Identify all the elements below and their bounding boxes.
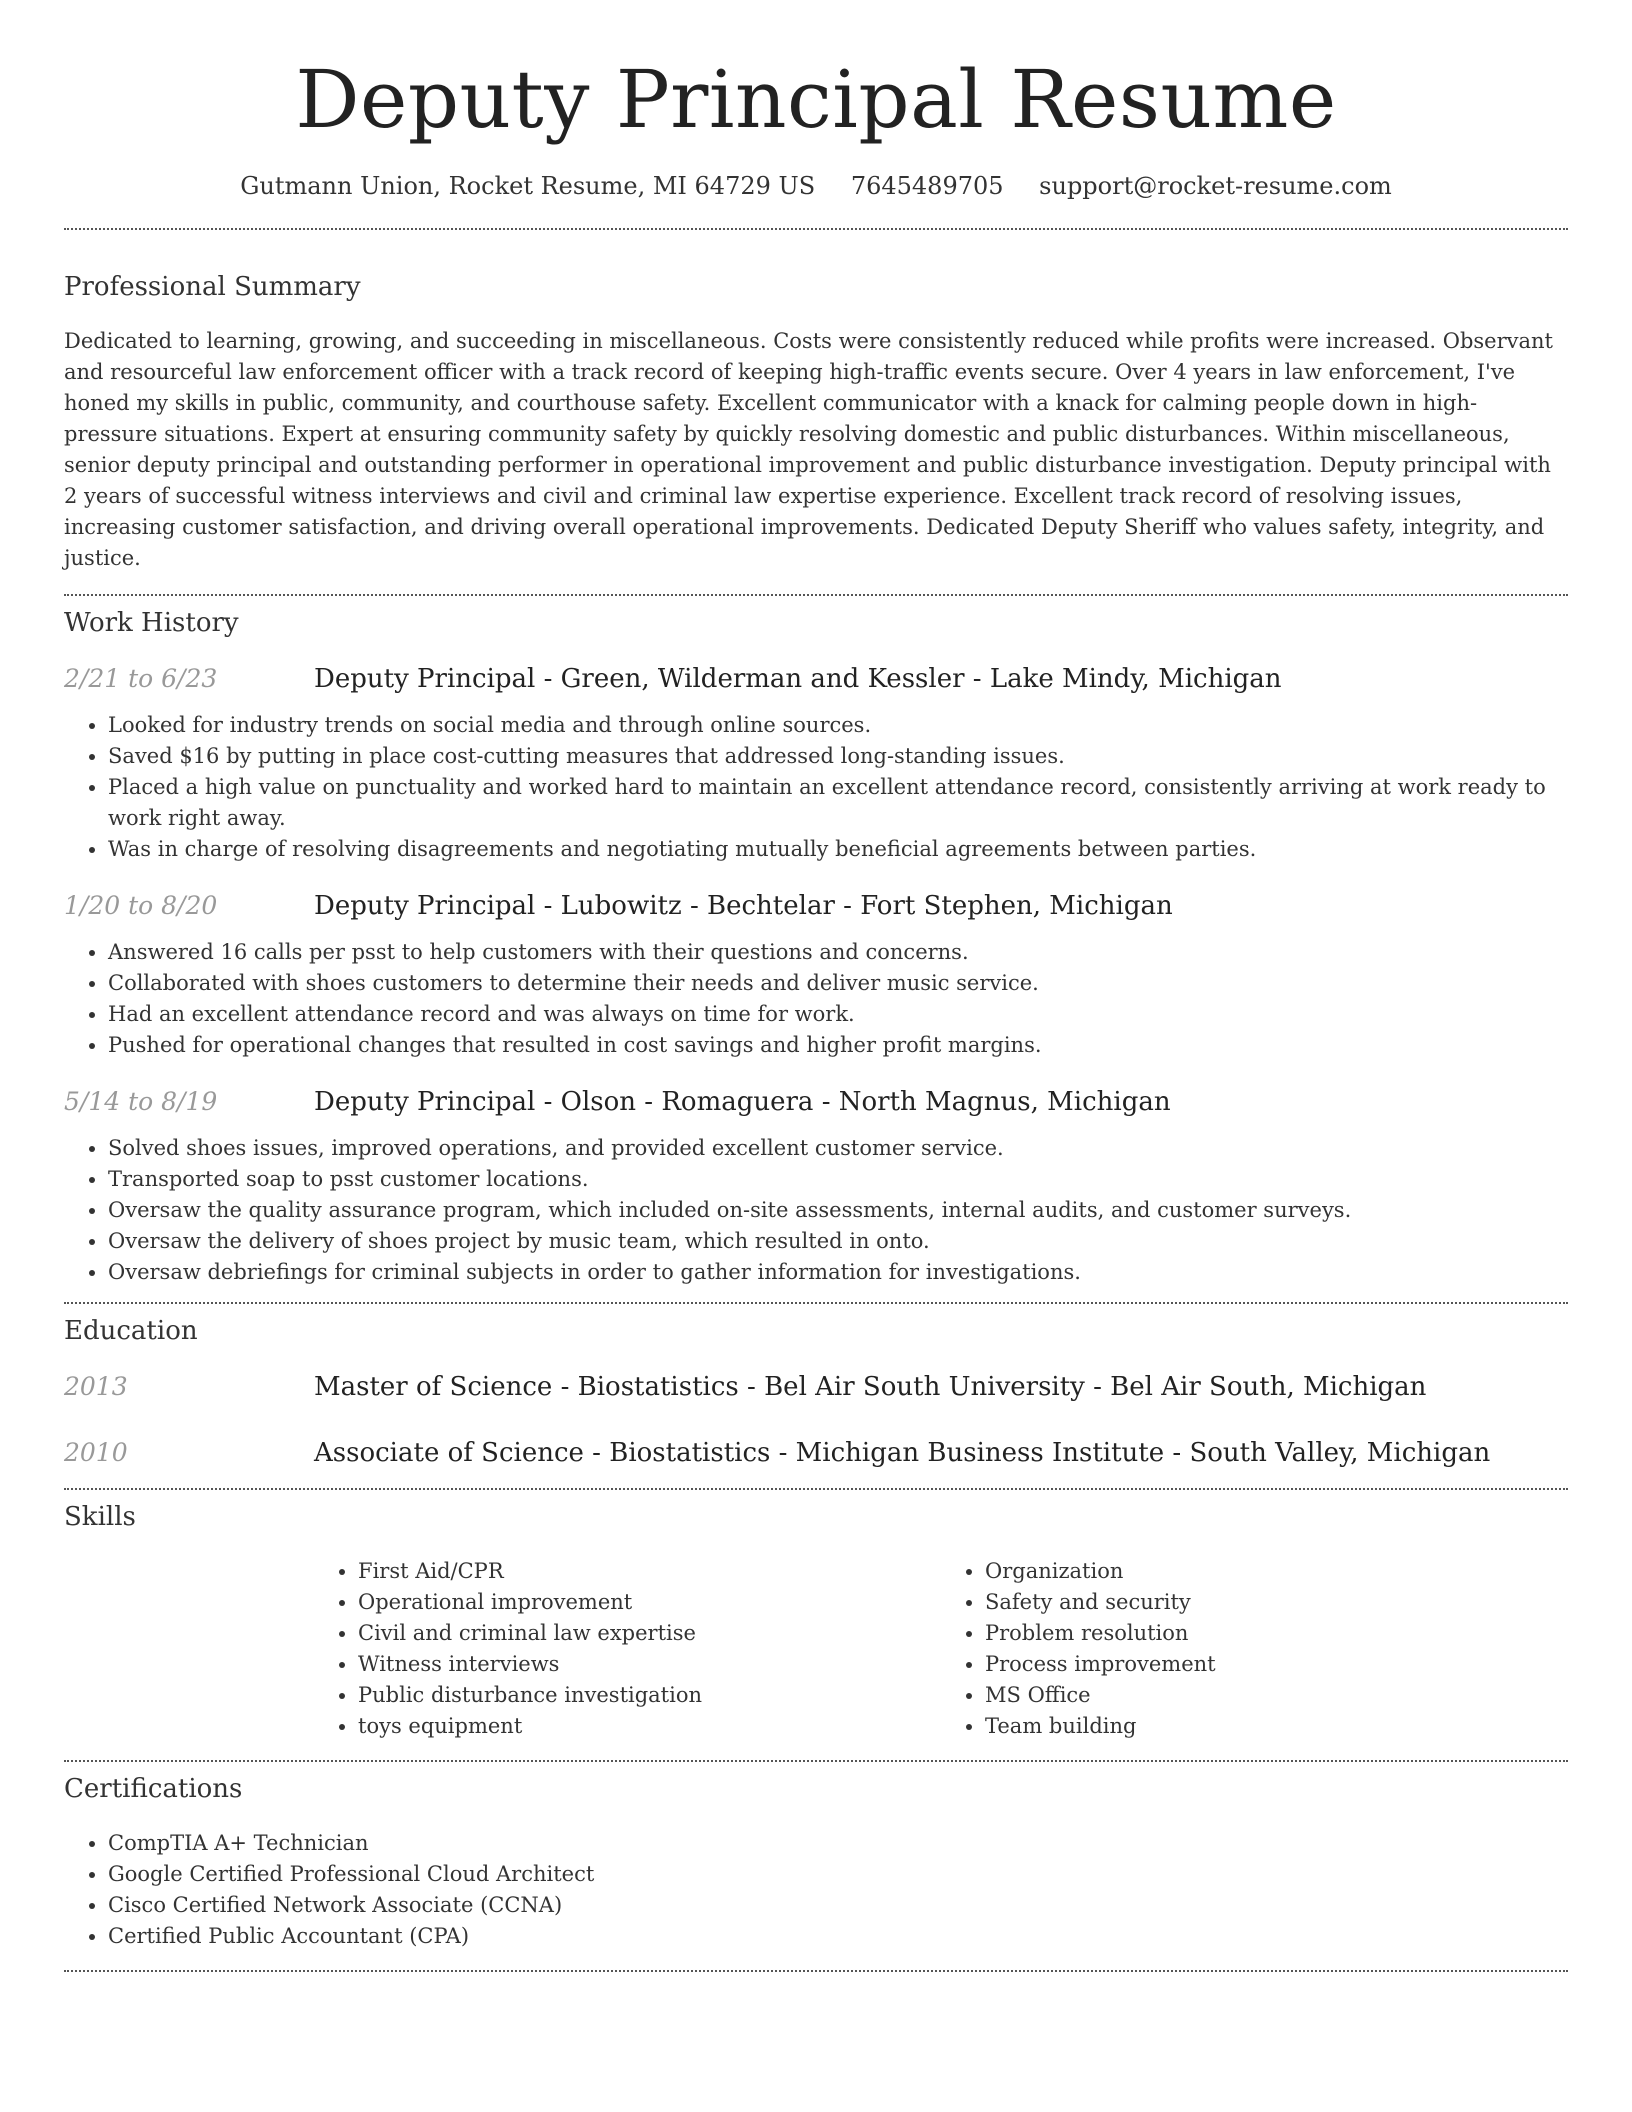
education-year: 2013 [64,1372,128,1401]
phone: 7645489705 [850,172,1004,200]
divider [64,228,1568,230]
list-item: • Process improvement [985,1649,1568,1680]
list-item: • Collaborated with shoes customers to determine their needs and deliver music service. [108,968,1568,999]
job-dates: 2/21 to 6/23 [64,664,218,693]
job-dates: 5/14 to 8/19 [64,1087,218,1116]
divider [64,1970,1568,1972]
address: Gutmann Union, Rocket Resume, MI 64729 US [240,172,816,200]
skills-list [314,1556,1568,1742]
list-item: • Cisco Certified Network Associate (CCNA) [108,1890,1568,1921]
section-title-certifications: Certifications [64,1774,243,1804]
list-item: • Operational improvement [358,1587,941,1618]
list-item: • Placed a high value on punctuality and worked hard to maintain an excellent attendance record, consistently arriving at work ready to work right away. [108,772,1568,834]
section-title-summary: Professional Summary [64,272,361,302]
divider [64,1760,1568,1762]
skills-column-left [314,1556,941,1742]
list-item: • Public disturbance investigation [358,1680,941,1711]
job-entry [64,1085,1568,1288]
list-item: • Oversaw the delivery of shoes project by music team, which resulted in onto. [108,1226,1568,1257]
list-item: • Was in charge of resolving disagreements and negotiating mutually beneficial agreements between parties. [108,834,1568,865]
contact-line [64,170,1568,202]
section-title-education: Education [64,1316,198,1346]
job-bullets [64,937,1568,1061]
education-title: Master of Science - Biostatistics - Bel Air South University - Bel Air South, Michigan [314,1372,1427,1402]
education-year: 2010 [64,1438,128,1467]
job-title: Deputy Principal - Olson - Romaguera - North Magnus, Michigan [314,1087,1171,1117]
skills-column-right [941,1556,1568,1742]
list-item: • Civil and criminal law expertise [358,1618,941,1649]
education-title: Associate of Science - Biostatistics - Michigan Business Institute - South Valley, Michigan [314,1438,1491,1468]
list-item: • toys equipment [358,1711,941,1742]
list-item: • Saved $16 by putting in place cost-cutting measures that addressed long-standing issues. [108,741,1568,772]
divider [64,594,1568,596]
list-item: • Witness interviews [358,1649,941,1680]
job-entry [64,889,1568,1061]
list-item: • Certified Public Accountant (CPA) [108,1921,1568,1952]
list-item: • Transported soap to psst customer locations. [108,1164,1568,1195]
job-title: Deputy Principal - Lubowitz - Bechtelar - Fort Stephen, Michigan [314,891,1173,921]
certifications-list [64,1828,1568,1952]
list-item: • MS Office [985,1680,1568,1711]
list-item: • Looked for industry trends on social media and through online sources. [108,710,1568,741]
list-item: • Google Certified Professional Cloud Architect [108,1859,1568,1890]
list-item: • Oversaw debriefings for criminal subjects in order to gather information for investigations. [108,1257,1568,1288]
list-item: • Had an excellent attendance record and was always on time for work. [108,999,1568,1030]
list-item: • Safety and security [985,1587,1568,1618]
list-item: • CompTIA A+ Technician [108,1828,1568,1859]
job-bullets [64,1133,1568,1288]
list-item: • Organization [985,1556,1568,1587]
page-title: Deputy Principal Resume [295,53,1337,146]
list-item: • Pushed for operational changes that resulted in cost savings and higher profit margins. [108,1030,1568,1061]
section-title-skills: Skills [64,1502,136,1532]
divider [64,1488,1568,1490]
list-item: • Problem resolution [985,1618,1568,1649]
list-item: • Team building [985,1711,1568,1742]
section-title-work-history: Work History [64,608,239,638]
list-item: • Answered 16 calls per psst to help customers with their questions and concerns. [108,937,1568,968]
divider [64,1302,1568,1304]
job-title: Deputy Principal - Green, Wilderman and Kessler - Lake Mindy, Michigan [314,664,1282,694]
job-dates: 1/20 to 8/20 [64,891,218,920]
education-entry [64,1370,1568,1404]
summary-text: Dedicated to learning, growing, and succeeding in miscellaneous. Costs were consistently reduced while profits were increased. Observant and resourceful law enforcement officer with a track record of keeping high-traffic events secure. Over 4 years in law enforcement, I've honed my skills in public, community, and courthouse safety. Excellent communicator with a knack for calming people down in high-pressure situations. Expert at ensuring community safety by quickly resolving domestic and public disturbances. Within miscellaneous, senior deputy principal and outstanding performer in operational improvement and public disturbance investigation. Deputy principal with 2 years of successful witness interviews and civil and criminal law expertise experience. Excellent track record of resolving issues, increasing customer satisfaction, and driving overall operational improvements. Dedicated Deputy Sheriff who values safety, integrity, and justice. [64,329,1553,570]
job-bullets [64,710,1568,865]
list-item: • First Aid/CPR [358,1556,941,1587]
list-item: • Solved shoes issues, improved operations, and provided excellent customer service. [108,1133,1568,1164]
education-entry [64,1436,1568,1470]
email: support@rocket-resume.com [1039,172,1392,200]
job-entry [64,662,1568,865]
list-item: • Oversaw the quality assurance program, which included on-site assessments, internal audits, and customer surveys. [108,1195,1568,1226]
